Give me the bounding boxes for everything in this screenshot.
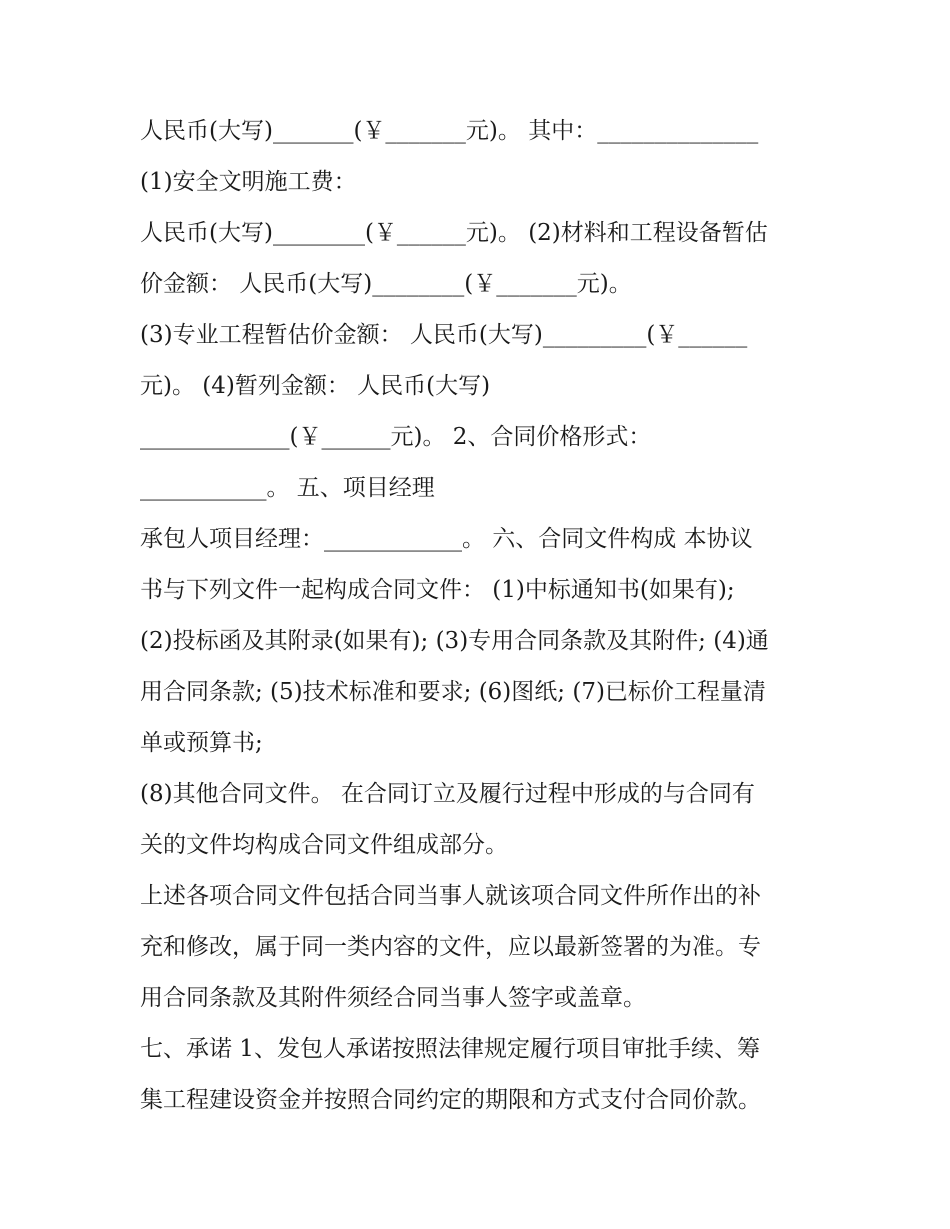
text-line: (8)其他合同文件。 在合同订立及履行过程中形成的与合同有 (140, 781, 755, 807)
text-line: 价金额： 人民币(大写)________(￥_______元)。 (140, 271, 632, 297)
text-line: 书与下列文件一起构成合同文件： (1)中标通知书(如果有); (140, 577, 735, 603)
text-line: 用合同条款; (5)技术标准和要求; (6)图纸; (7)已标价工程量清 (140, 679, 766, 705)
text-line: 元)。 (4)暂列金额： 人民币(大写) (140, 373, 491, 399)
text-line: 上述各项合同文件包括合同当事人就该项合同文件所作出的补 (140, 883, 761, 909)
text-line: 充和修改，属于同一类内容的文件，应以最新签署的为准。专 (140, 934, 761, 960)
document-body (140, 106, 820, 1126)
text-line: 人民币(大写)_______(￥_______元)。 其中：______________ (140, 118, 759, 144)
text-line: (1)安全文明施工费： (140, 169, 357, 195)
text-line: (3)专业工程暂估价金额： 人民币(大写)_________(￥______ (140, 322, 748, 348)
text-line: 关的文件均构成合同文件组成部分。 (140, 832, 508, 858)
text-line: 集工程建设资金并按照合同约定的期限和方式支付合同价款。 (140, 1087, 761, 1113)
text-line: 用合同条款及其附件须经合同当事人签字或盖章。 (140, 985, 646, 1011)
text-line: 人民币(大写)________(￥______元)。 (2)材料和工程设备暂估 (140, 220, 768, 246)
text-line: (2)投标函及其附录(如果有); (3)专用合同条款及其附件; (4)通 (140, 628, 769, 654)
text-line: _____________(￥______元)。 2、合同价格形式： (140, 424, 652, 450)
text-line: 承包人项目经理：____________。 六、合同文件构成 本协议 (140, 526, 753, 552)
text-line: 七、承诺 1、发包人承诺按照法律规定履行项目审批手续、筹 (140, 1036, 760, 1062)
text-line: ___________。 五、项目经理 (140, 475, 435, 501)
text-line: 单或预算书; (140, 730, 263, 756)
